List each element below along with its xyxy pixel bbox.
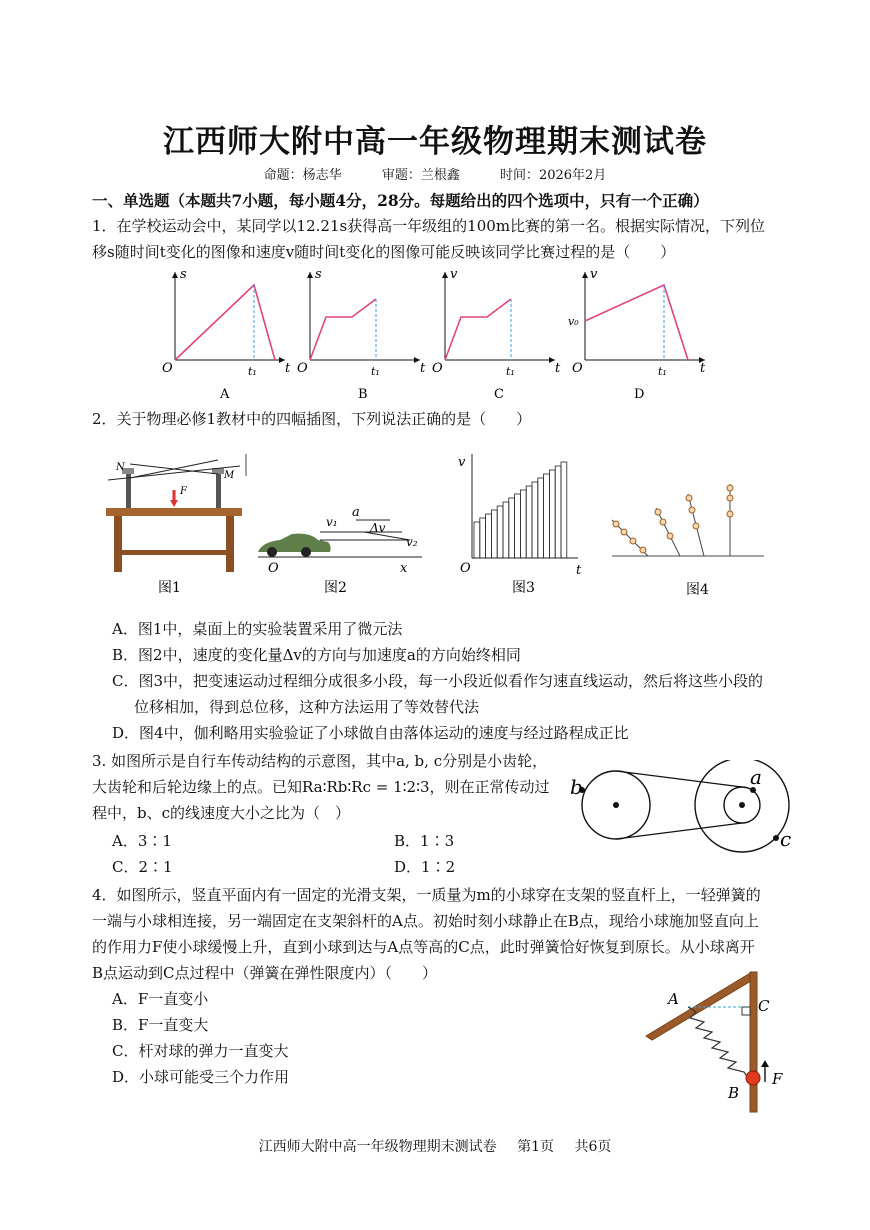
q1-graphs: [150, 264, 720, 404]
svg-text:F: F: [180, 486, 187, 497]
q4-option-a: A．F一直变小: [112, 990, 209, 1008]
q3-options: [112, 828, 572, 880]
histogram-bar: [503, 502, 509, 558]
q4-line4: B点运动到C点过程中（弹簧在弹性限度内）（ ）: [92, 964, 438, 982]
histogram-bar: [515, 494, 521, 558]
graph-d-label: D: [634, 387, 645, 402]
svg-text:v: v: [450, 267, 458, 282]
q4-line1: 4．如图所示，竖直平面内有一固定的光滑支架，一质量为m的小球穿在支架的竖直杆上，一轻弹簧的: [92, 886, 761, 904]
q2-option-b: B．图2中，速度的变化量Δv的方向与加速度a的方向始终相同: [112, 646, 521, 664]
q2-option-d: D．图4中，伽利略用实验验证了小球做自由落体运动的速度与经过路程成正比: [112, 724, 629, 742]
fig2-label: 图2: [324, 580, 347, 596]
svg-text:M: M: [224, 470, 235, 481]
histogram-bar: [526, 486, 532, 558]
q2-option-c-cont: 位移相加，得到总位移，这种方法运用了等效替代法: [134, 698, 480, 716]
exam-time: 时间：2026年2月: [499, 168, 607, 183]
fig1-label: 图1: [158, 580, 181, 596]
q4-option-b: B．F一直变大: [112, 1016, 209, 1034]
svg-text:a: a: [750, 765, 762, 789]
q4-spring-frame: [636, 966, 796, 1114]
q4-line2: 一端与小球相连接，另一端固定在支架斜杆的A点。初始时刻小球静止在B点，现给小球施加竖直向上: [92, 912, 759, 930]
graph-c-label: C: [494, 387, 504, 402]
svg-text:v₀: v₀: [568, 315, 579, 328]
svg-text:a: a: [352, 505, 360, 520]
histogram-bar: [549, 470, 555, 558]
fig3-label: 图3: [512, 580, 535, 596]
reviewer: 审题：兰根鑫: [381, 168, 460, 183]
q2-option-a: A．图1中，桌面上的实验装置采用了微元法: [112, 620, 403, 638]
q1-line1: 1．在学校运动会中，某同学以12.21s获得高一年级组的100m比赛的第一名。根据实际情况，下列位: [92, 217, 766, 235]
page-footer: [0, 1136, 870, 1156]
q4-line3: 的作用力F使小球缓慢上升，直到小球到达与A点等高的C点，此时弹簧恰好恢复到原长。从小球离开: [92, 938, 755, 956]
fig4-label: 图4: [686, 582, 709, 598]
footer-page: 第1页: [517, 1139, 554, 1155]
q3-bike-gears: [566, 760, 798, 872]
svg-text:C: C: [758, 997, 770, 1015]
histogram-bar: [509, 498, 515, 558]
histogram-bar: [520, 490, 526, 558]
svg-text:O: O: [460, 561, 471, 576]
q1-stem: [92, 213, 782, 265]
svg-text:t₁: t₁: [371, 365, 380, 378]
svg-text:v₂: v₂: [406, 535, 418, 549]
histogram-bar: [480, 518, 486, 558]
page-title: 江西师大附中高一年级物理期末测试卷: [163, 124, 707, 160]
svg-text:t₁: t₁: [248, 365, 257, 378]
section-heading: 一、单选题（本题共7小题，每小题4分，28分。每题给出的四个选项中，只有一个正确）: [92, 191, 709, 210]
svg-text:N: N: [116, 462, 125, 473]
svg-text:t: t: [285, 361, 291, 376]
histogram-bar: [491, 510, 497, 558]
svg-text:t₁: t₁: [506, 365, 515, 378]
svg-text:B: B: [728, 1084, 740, 1102]
svg-text:F: F: [772, 1070, 783, 1088]
q4-option-c: C．杆对球的弹力一直变大: [112, 1042, 289, 1060]
q3-option-a: A．3∶1: [112, 832, 172, 850]
footer-total: 共6页: [574, 1139, 612, 1155]
svg-text:v: v: [458, 455, 466, 470]
histogram-bar: [497, 506, 503, 558]
setter: 命题：杨志华: [263, 168, 342, 183]
q3-option-d: D．1∶2: [394, 858, 456, 876]
q3-line1: 3. 如图所示是自行车传动结构的示意图，其中a, b, c分别是小齿轮，: [92, 752, 548, 770]
q3-line2: 大齿轮和后轮边缘上的点。已知Ra∶Rb∶Rc = 1∶2∶3，则在正常传动过: [92, 778, 550, 796]
svg-text:t₁: t₁: [658, 365, 667, 378]
svg-text:v₁: v₁: [326, 515, 338, 529]
graph-a: [162, 267, 291, 402]
histogram-bar: [532, 482, 538, 558]
svg-text:A: A: [668, 990, 679, 1008]
graph-c: [432, 267, 561, 402]
svg-text:t: t: [555, 361, 561, 376]
graph-a-label: A: [220, 387, 230, 402]
svg-text:s: s: [180, 267, 187, 282]
exam-meta: [0, 164, 870, 183]
q2-figures: [100, 440, 780, 605]
fig2-car: [258, 505, 422, 596]
svg-text:O: O: [572, 361, 583, 376]
histogram-bar: [555, 466, 561, 558]
q3-line3: 程中，b、c的线速度大小之比为（ ）: [92, 804, 351, 822]
fig4-inclines: [612, 484, 764, 598]
histogram-bar: [474, 522, 480, 558]
svg-text:O: O: [268, 561, 279, 576]
fig1-apparatus: [106, 454, 246, 596]
q3-option-c: C．2∶1: [112, 858, 173, 876]
q3-stem: [92, 748, 562, 826]
svg-text:t: t: [420, 361, 426, 376]
footer-exam-name: 江西师大附中高一年级物理期末测试卷: [258, 1139, 497, 1155]
fig3-histogram: [458, 454, 582, 596]
histogram-bar: [538, 478, 544, 558]
graph-b-label: B: [358, 387, 368, 402]
q4-options: [112, 986, 512, 1090]
svg-text:b: b: [570, 775, 583, 799]
svg-text:Δv: Δv: [370, 521, 386, 535]
graph-d: [568, 267, 706, 402]
q2-option-c: C．图3中，把变速运动过程细分成很多小段，每一小段近似看作匀速直线运动，然后将这些小段的: [112, 672, 764, 690]
q2-options: [112, 616, 792, 746]
svg-text:t: t: [576, 563, 582, 578]
svg-text:x: x: [400, 561, 408, 576]
histogram-bar: [486, 514, 492, 558]
q4-option-d: D．小球可能受三个力作用: [112, 1068, 290, 1086]
svg-text:v: v: [590, 267, 598, 282]
histogram-bar: [561, 462, 567, 558]
svg-text:O: O: [297, 361, 308, 376]
svg-text:t: t: [700, 361, 706, 376]
svg-text:O: O: [162, 361, 173, 376]
q3-option-b: B．1∶3: [394, 832, 455, 850]
q1-line2: 移s随时间t变化的图像和速度v随时间t变化的图像可能反映该同学比赛过程的是（ ）: [92, 243, 676, 261]
histogram-bar: [544, 474, 550, 558]
graph-b: [297, 267, 426, 402]
svg-text:O: O: [432, 361, 443, 376]
svg-text:c: c: [780, 827, 792, 851]
q2-stem: 2．关于物理必修1教材中的四幅插图，下列说法正确的是（ ）: [92, 410, 532, 428]
svg-text:s: s: [315, 267, 322, 282]
